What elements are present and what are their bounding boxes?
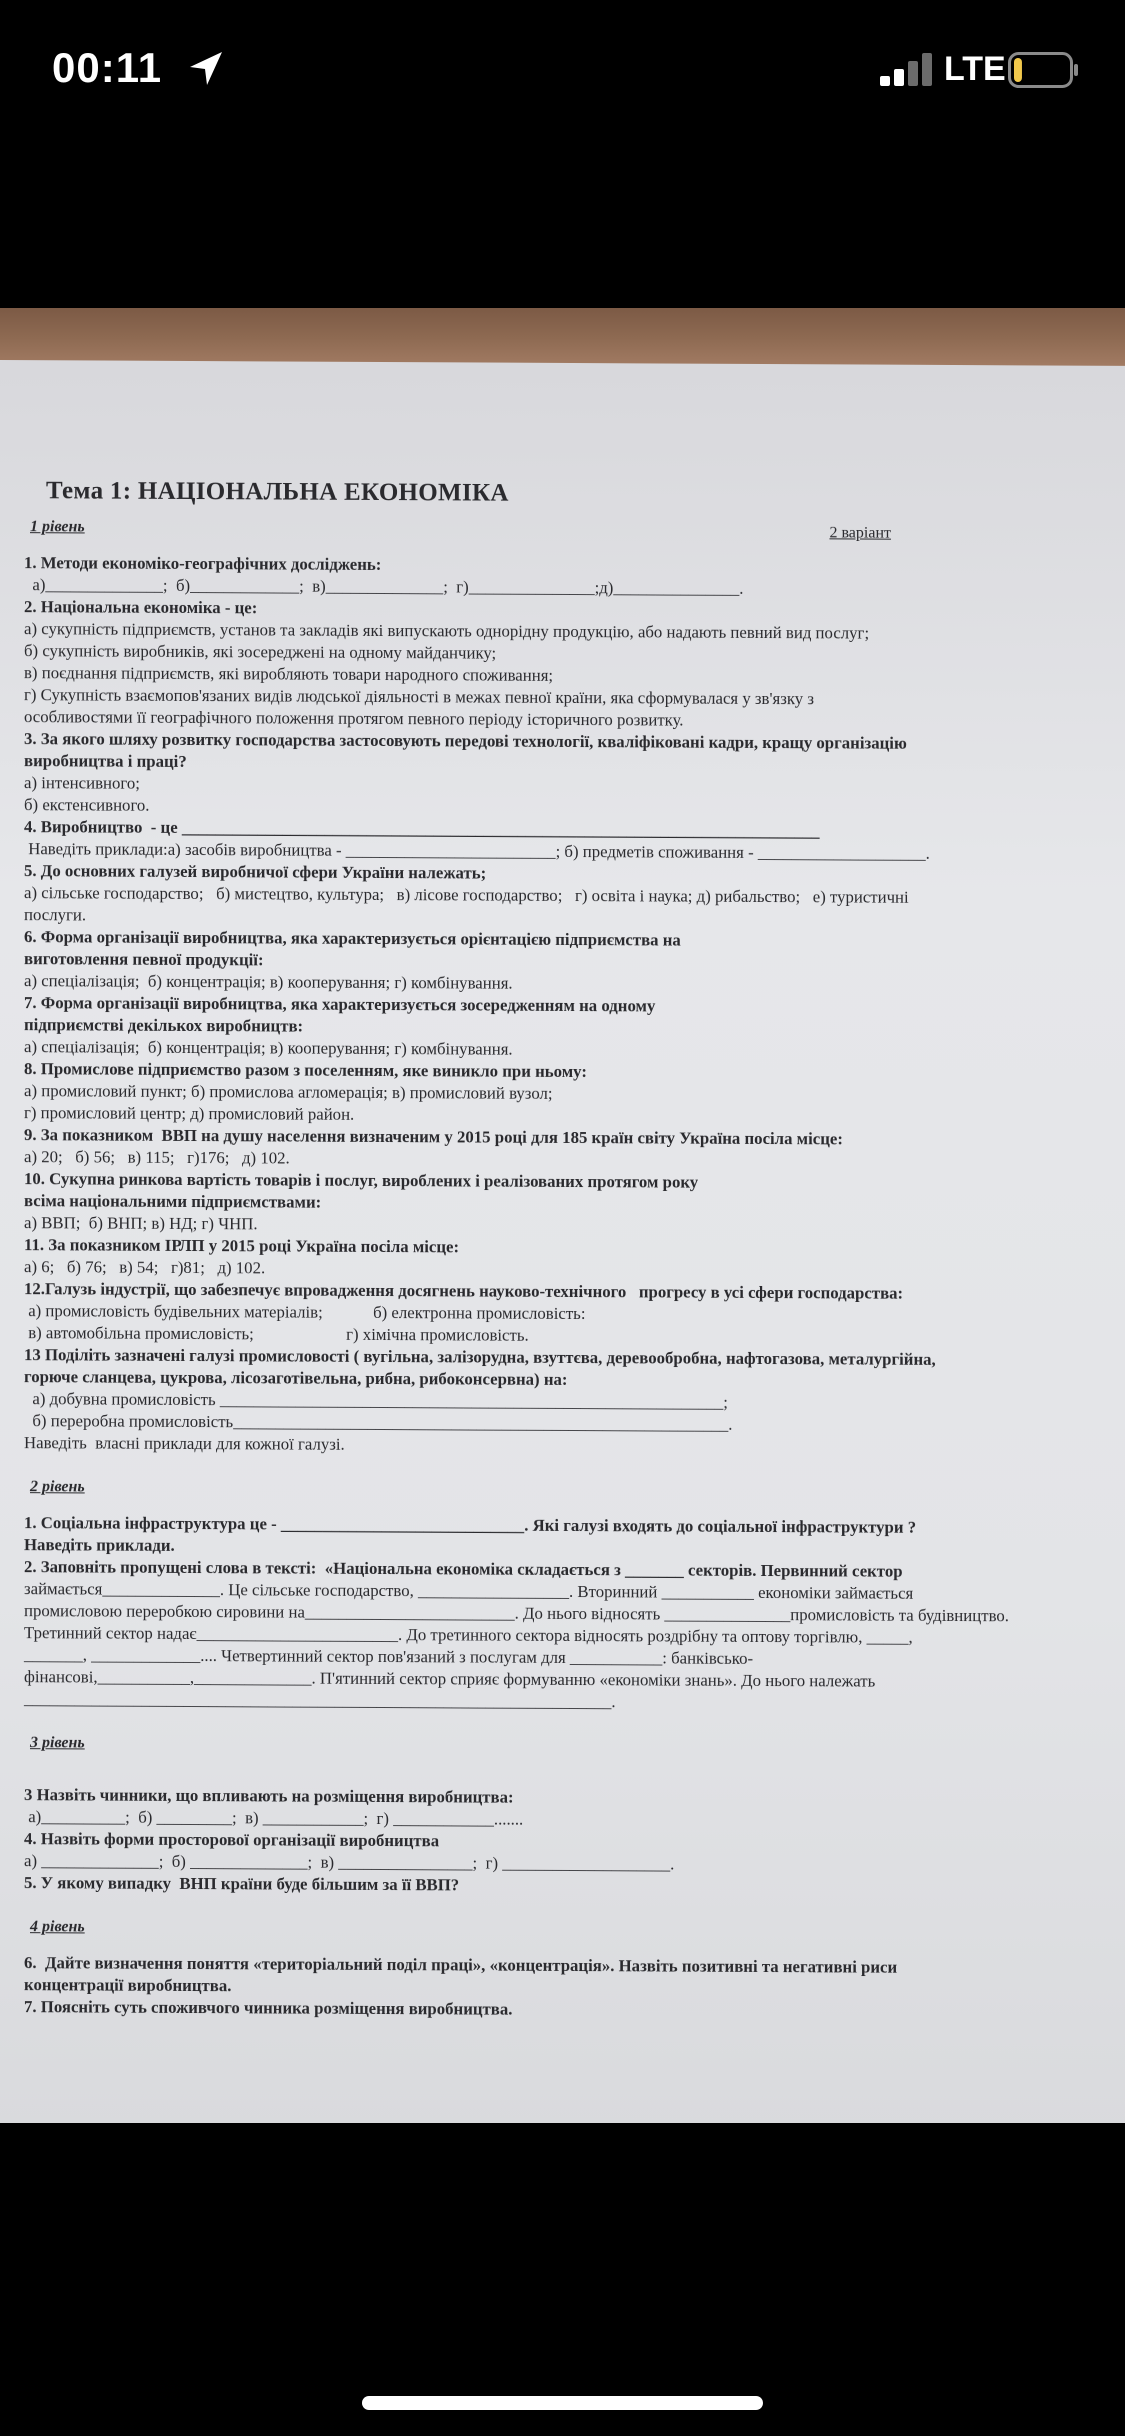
question-line: Третинний сектор надає________________________. До третинного сектора відносять роздрібну та оптову торгівлю, _____,	[24, 1623, 913, 1647]
level-1-questions	[24, 552, 1109, 1460]
question-line: 3. За якого шляху розвитку господарства застосовують передові технології, кваліфіковані кадри, кращу організацію	[24, 729, 907, 753]
question-line: 6. Форма організації виробництва, яка характеризується орієнтацією підприємства на	[24, 927, 681, 950]
question-line: виготовлення певної продукції:	[24, 949, 264, 970]
question-line: а) промисловість будівельних матеріалів; б) електронна промисловість:	[24, 1301, 586, 1324]
question-line: б) переробна промисловість___________________________________________________________.	[24, 1411, 733, 1434]
question-line: а) ВВП; б) ВНП; в) НД; г) ЧНП.	[24, 1213, 258, 1234]
level-3-questions	[24, 1784, 1109, 1900]
question-line: 7. Форма організації виробництва, яка характеризується зосередженням на одному	[24, 993, 656, 1016]
question-line: _______, _____________.... Четвертинний сектор пов'язаний з послугам для ___________: банківсько-	[24, 1645, 754, 1668]
question-line: 7. Поясніть суть споживчого чинника розміщення виробництва.	[24, 1997, 513, 2019]
question-line: 2. Заповніть пропущені слова в тексті: «Національна економіка складається з _______ секторів. Первинний сектор	[24, 1557, 903, 1581]
question-line: а) інтенсивного;	[24, 773, 140, 793]
question-line: 12.Галузь індустрії, що забезпечує впровадження досягнень науково-технічного прогресу в усі сфери господарства:	[24, 1279, 904, 1303]
question-line: Наведіть приклади.	[24, 1535, 175, 1555]
question-line: в) поєднання підприємств, які виробляють товари народного споживання;	[24, 663, 554, 685]
question-line: 6. Дайте визначення поняття «територіальний поділ праці», «концентрація». Назвіть позитивні та негативні риси	[24, 1953, 898, 1977]
question-line: г) промисловий центр; д) промисловий район.	[24, 1103, 355, 1124]
question-line: 5. У якому випадку ВНП країни буде більшим за її ВВП?	[24, 1873, 460, 1895]
paper-sheet	[0, 360, 1125, 2123]
question-line: а) промисловий пункт; б) промислова агломерація; в) промисловий вузол;	[24, 1081, 553, 1103]
question-line: особливостями її географічного положення протягом певного періоду історичного розвитку.	[24, 707, 684, 730]
question-line: 4. Виробництво - це ____________________________________________________________________________	[24, 817, 820, 841]
location-arrow-icon	[186, 50, 226, 88]
question-line: концентрації виробництва.	[24, 1975, 232, 1996]
question-line: б) сукупність виробників, які зосереджені на одному майданчику;	[24, 641, 497, 663]
level-4-questions	[24, 1952, 1109, 2024]
question-line: 8. Промислове підприємство разом з поселенням, яке виникло при ньому:	[24, 1059, 587, 1082]
battery-icon	[1008, 52, 1080, 88]
variant-label: 2 варіант	[829, 524, 891, 542]
question-line: в) автомобільна промисловість; г) хімічна промисловість.	[24, 1323, 529, 1345]
photo-content	[0, 308, 1125, 2123]
question-line: 1. Методи економіко-географічних досліджень:	[24, 553, 382, 574]
question-line: а) ______________; б) ______________; в) ________________; г) ____________________.	[24, 1851, 675, 1874]
status-bar	[0, 0, 1125, 140]
question-line: послуги.	[24, 905, 87, 925]
question-line: ______________________________________________________________________.	[24, 1689, 616, 1712]
question-line: 2. Національна економіка - це:	[24, 597, 258, 618]
level-2-questions	[24, 1512, 1109, 1716]
level-1-heading: 1 рівень	[30, 518, 85, 536]
document	[24, 477, 1109, 2024]
question-line: а) добувна промисловість ____________________________________________________________;	[24, 1389, 728, 1412]
question-line: 4. Назвіть форми просторової організації виробництва	[24, 1829, 440, 1851]
question-line: 3 Назвіть чинники, що впливають на розміщення виробництва:	[24, 1785, 514, 1807]
network-label: LTE	[944, 50, 1006, 88]
question-line: а) сукупність підприємств, установ та закладів які випускають однорідну продукцію, або надають певний вид послуг;	[24, 619, 870, 643]
question-line: фінансові,___________,______________. П'ятинний сектор сприяє формуванню «економіки знань». До нього належать	[24, 1667, 876, 1691]
home-indicator[interactable]	[362, 2396, 763, 2410]
status-time: 00:11	[52, 44, 163, 91]
level-4-heading: 4 рівень	[30, 1918, 85, 1936]
question-line: а) сільське господарство; б) мистецтво, культура; в) лісове господарство; г) освіта і наука; д) рибальство; е) туристичні	[24, 883, 909, 907]
question-line: б) екстенсивного.	[24, 795, 150, 815]
question-line: а)__________; б) _________; в) ____________; г) ____________.......	[24, 1807, 524, 1829]
question-line: 5. До основних галузей виробничої сфери України належать;	[24, 861, 487, 883]
question-line: а) спеціалізація; б) концентрація; в) кооперування; г) комбінування.	[24, 1037, 513, 1059]
question-line: всіма національними підприємствами:	[24, 1191, 322, 1212]
question-line: 9. За показником ВВП на душу населення визначеним у 2015 році для 185 країн світу Україна посіла місце:	[24, 1125, 843, 1149]
question-line: займається______________. Це сільське господарство, __________________. Вторинний ___________ економіки займається	[24, 1579, 914, 1603]
question-line: виробництва і праці?	[24, 751, 187, 771]
question-line: промисловою переробкою сировини на_________________________. До нього відносять _______________промисловість та будівництво.	[24, 1601, 1009, 1626]
level-2-heading: 2 рівень	[30, 1478, 85, 1496]
document-title: Тема 1: НАЦІОНАЛЬНА ЕКОНОМІКА	[46, 477, 509, 507]
question-line: 13 Поділіть зазначені галузі промисловості ( вугільна, залізорудна, взуттєва, деревообробна, нафтогазова, металургійна,	[24, 1345, 936, 1369]
question-line: 11. За показником ІРЛП у 2015 році Україна посіла місце:	[24, 1235, 460, 1257]
question-line: Наведіть приклади:а) засобів виробництва - _________________________; б) предметів споживання - ____________________.	[24, 839, 930, 863]
question-line: 1. Соціальна інфраструктура це - _____________________________. Які галузі входять до соціальної інфраструктури ?	[24, 1513, 917, 1537]
question-line: горюче сланцева, цукрова, лісозаготівельна, рибна, рибоконсервна) на:	[24, 1367, 568, 1389]
signal-icon	[878, 52, 936, 86]
question-line: 10. Сукупна ринкова вартість товарів і послуг, вироблених і реалізованих протягом року	[24, 1169, 699, 1192]
level-3-heading: 3 рівень	[30, 1734, 85, 1752]
question-line: а) спеціалізація; б) концентрація; в) кооперування; г) комбінування.	[24, 971, 513, 993]
question-line: г) Сукупність взаємопов'язаних видів людської діяльності в межах певної країни, яка сформувалася у зв'язку з	[24, 685, 814, 709]
question-line: Наведіть власні приклади для кожної галузі.	[24, 1433, 345, 1454]
question-line: підприємстві декількох виробництв:	[24, 1015, 304, 1036]
question-line: а)______________; б)_____________; в)______________; г)_______________;д)_______________.	[24, 575, 744, 598]
question-line: а) 20; б) 56; в) 115; г)176; д) 102.	[24, 1147, 290, 1168]
question-line: а) 6; б) 76; в) 54; г)81; д) 102.	[24, 1257, 266, 1278]
